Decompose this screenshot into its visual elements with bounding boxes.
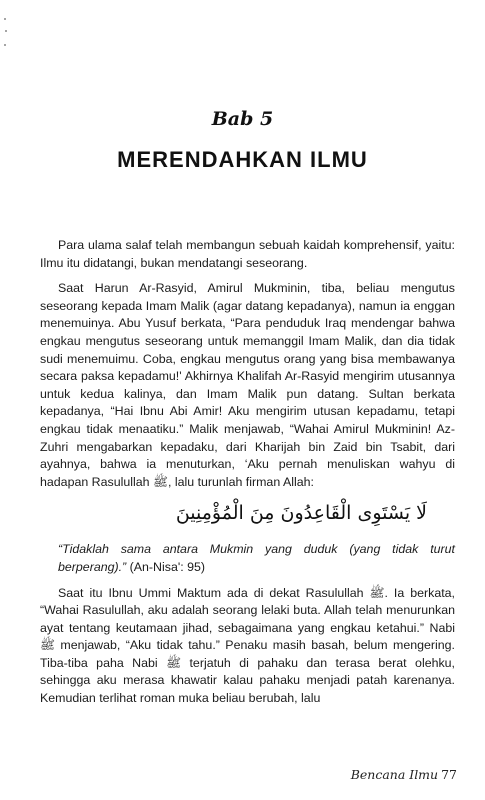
- paragraph: Para ulama salaf telah membangun sebuah kaidah komprehensif, yaitu: Ilmu itu didatangi, bukan mendatangi seseorang.: [40, 238, 455, 270]
- chapter-title: MERENDAHKAN ILMU: [117, 147, 368, 172]
- scan-speck: [5, 30, 7, 32]
- scan-speck: [4, 44, 6, 46]
- quote-text: “Tidaklah sama antara Mukmin yang duduk (yang tidak turut berperang).”: [58, 542, 455, 574]
- paragraph: Saat Harun Ar-Rasyid, Amirul Mukminin, tiba, beliau mengutus seseorang kepada Imam Malik (agar datang kepadanya), namun ia enggan menemuinya. Abu Yusuf berkata, “Para penduduk Iraq mendengar bahwa engkau mengutus seseorang untuk memanggil Imam Malik, dan dia tidak sudi menemuimu. Coba, engkau mengutus orang yang bisa membawanya secara paksa kepadamu!' Akhirnya Khalifah Ar-Rasyid mengirim utusannya untuk kedua kalinya, dan Imam Malik pun datang. Sultan berkata kepadanya, “Hai Ibnu Abi Amir! Aku mengirim utusan kepadamu, tetapi engkau tidak menaatiku.” Malik menjawab, “Wahai Amirul Mukminin! Az-Zuhri mengabarkan kepadaku, dari Kharijah bin Zaid bin Tsabit, dari ayahnya, bahwa ia menuturkan, ‘Aku pernah menuliskan wahyu di hadapan Rasulullah ﷺ, lalu turunlah firman Allah:: [40, 281, 455, 489]
- verse-translation: [58, 541, 455, 576]
- arabic-verse: لَا يَسْتَوِى الْقَاعِدُونَ مِنَ الْمُؤْمِنِينَ: [175, 502, 427, 525]
- scan-specks: [4, 18, 8, 58]
- page-footer: [351, 767, 457, 782]
- quote-reference: (An-Nisa': 95): [129, 559, 205, 574]
- scan-speck: [4, 18, 6, 20]
- footer-book-title: Bencana Ilmu: [350, 767, 439, 782]
- paragraph: Saat itu Ibnu Ummi Maktum ada di dekat Rasulullah ﷺ. Ia berkata, “Wahai Rasulullah, aku adalah seorang lelaki buta. Allah telah menurunkan ayat tentang keutamaan jihad, sebagaimana yang engkau ketahui.” Nabi ﷺ menjawab, “Aku tidak tahu.” Penaku masih basah, belum mengering. Tiba-tiba paha Nabi ﷺ terjatuh di pahaku dan terasa berat olehku, sehingga aku merasa khawatir kalau pahaku menjadi patah karenanya. Kemudian terlihat roman muka beliau berubah, lalu: [40, 585, 456, 706]
- page-number: 77: [441, 767, 457, 782]
- chapter-label: Bab 5: [211, 108, 274, 130]
- body-text: [40, 237, 455, 716]
